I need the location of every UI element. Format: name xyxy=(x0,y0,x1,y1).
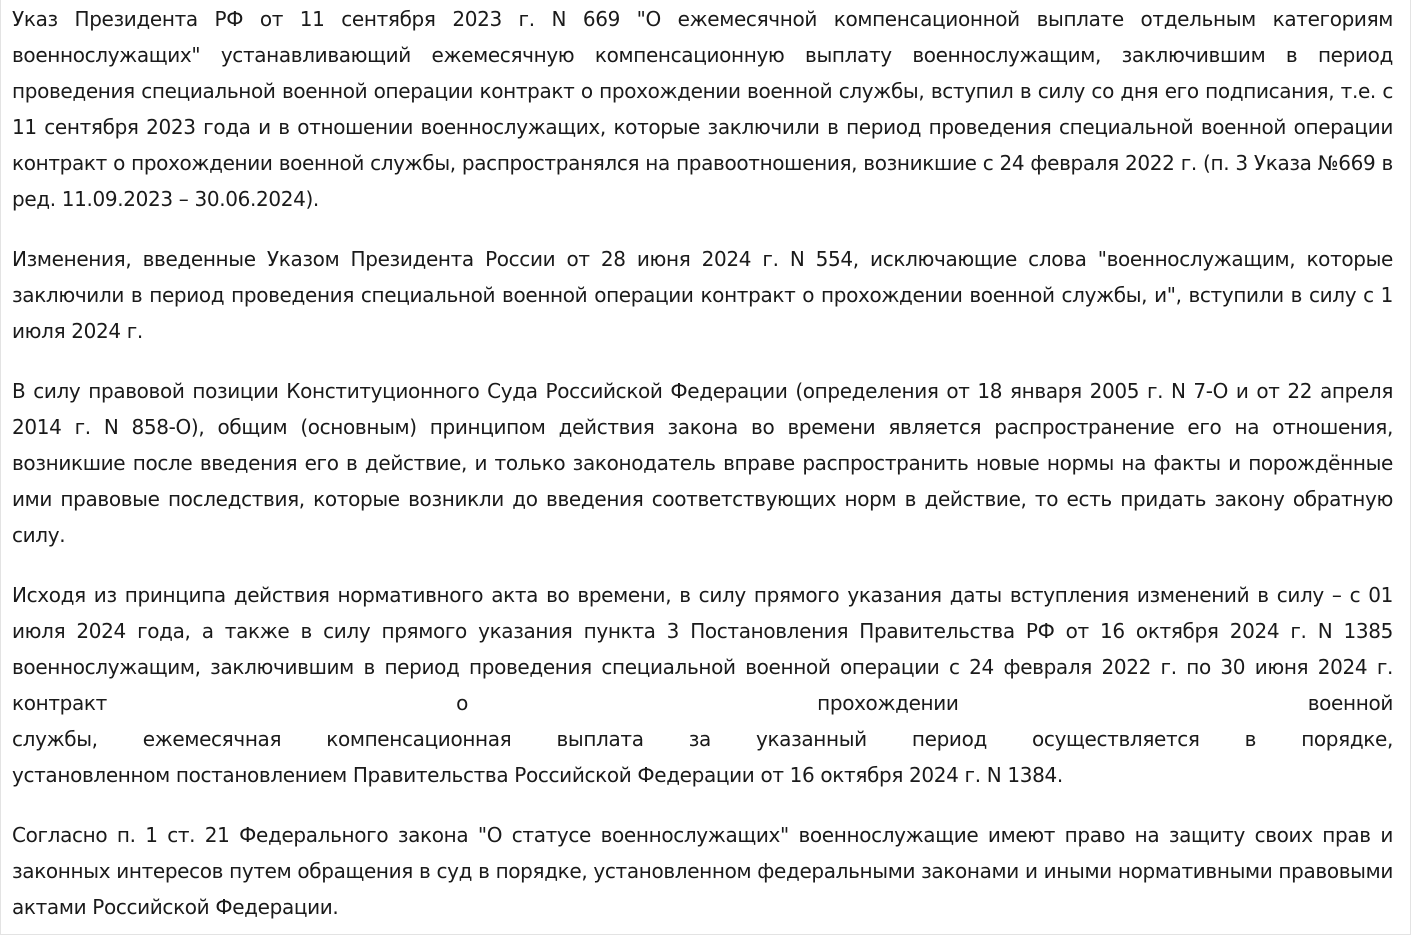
paragraph-status-law xyxy=(12,817,1393,925)
document-body xyxy=(12,1,1393,925)
paragraph-decree-554 xyxy=(12,241,1393,349)
paragraph-constitutional-court xyxy=(12,373,1393,553)
paragraph-text: Указ Президента РФ от 11 сентября 2023 г. N 669 "О ежемесячной компенсационной выплате отдельным категориям военнослужащих" устанавливающий ежемесячную компенсационную выплату военнослужащим, заключившим в период проведения специальной военной операции контракт о прохождении военной службы, вступил в силу со дня его подписания, т.е. с 11 сентября 2023 года и в отношении военнослужащих, которые заключили в период проведения специальной военной операции контракт о прохождении военной службы, распространялся на правоотношения, возникшие с 24 февраля 2022 г. (п. 3 Указа №669 в ред. 11.09.2023 – 30.06.2024). xyxy=(12,7,1393,211)
paragraph-text: Исходя из принципа действия нормативного акта во времени, в силу прямого указания даты вступления изменений в силу – с 01 июля 2024 года, а также в силу прямого указания пункта 3 Постановления Правительства РФ от 16 октября 2024 г. N 1385 военнослужащим, заключившим в период проведения специальной военной операции с 24 февраля 2022 г. по 30 июня 2024 г. контракт о прохождении военной xyxy=(12,583,1393,715)
paragraph-time-principle-part-2 xyxy=(12,721,1393,757)
paragraph-decree-669 xyxy=(12,1,1393,217)
paragraph-text: В силу правовой позиции Конституционного Суда Российской Федерации (определения от 18 января 2005 г. N 7-О и от 22 апреля 2014 г. N 858-О), общим (основным) принципом действия закона во времени является распространение его на отношения, возникшие после введения его в действие, и только законодатель вправе распространить новые нормы на факты и порождённые ими правовые последствия, которые возникли до введения соответствующих норм в действие, то есть придать закону обратную силу. xyxy=(12,379,1393,547)
paragraph-text: Изменения, введенные Указом Президента России от 28 июня 2024 г. N 554, исключающие слова "военнослужащим, которые заключили в период проведения специальной военной операции контракт о прохождении военной службы, и", вступили в силу с 1 июля 2024 г. xyxy=(12,247,1393,343)
paragraph-time-principle-part-3 xyxy=(12,757,1393,793)
paragraph-text: установленном постановлением Правительства Российской Федерации от 16 октября 2024 г. N 1384. xyxy=(12,763,1063,787)
paragraph-time-principle-part-1 xyxy=(12,577,1393,721)
paragraph-text: Согласно п. 1 ст. 21 Федерального закона "О статусе военнослужащих" военнослужащие имеют право на защиту своих прав и законных интересов путем обращения в суд в порядке, установленном федеральными законами и иными нормативными правовыми актами Российской Федерации. xyxy=(12,823,1393,919)
paragraph-text: службы, ежемесячная компенсационная выплата за указанный период осуществляется в порядке, xyxy=(12,727,1393,751)
